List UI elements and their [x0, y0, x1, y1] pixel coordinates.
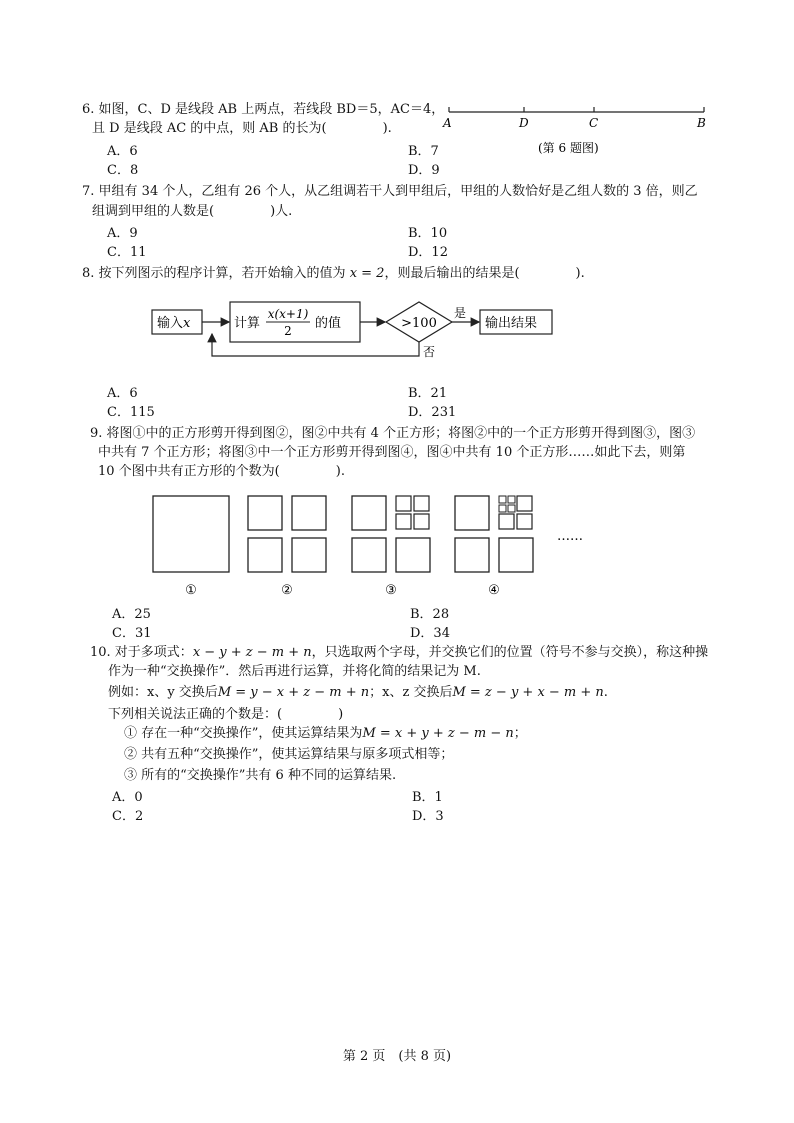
- q10-item1-text: ① 存在一种“交换操作”，使其运算结果为: [124, 726, 363, 741]
- q10-line1-post: ，只选取两个字母，并交换它们的位置（符号不参与交换），称这种操: [311, 645, 709, 660]
- q10-item1-post: ；: [513, 726, 527, 741]
- q10-line3-a: 例如：x、y 交换后: [108, 685, 218, 700]
- q8-option-b: B．21: [408, 386, 448, 401]
- q10-example-eq1: M = y − x + z − m + n: [217, 685, 370, 700]
- q8-option-a: A．6: [107, 386, 138, 401]
- q7-option-a: A．9: [107, 226, 138, 241]
- q10-option-d: D．3: [412, 809, 444, 824]
- fig2-label: ②: [281, 583, 293, 598]
- q9-line3-text: 10 个图中共有正方形的个数为(: [98, 464, 280, 479]
- flow-output-label: 输出结果: [485, 316, 538, 331]
- q8-line1-end: ).: [575, 266, 585, 281]
- q10-line3-c: .: [603, 685, 608, 700]
- q9-line1: 9. 将图①中的正方形剪开得到图②，图②中共有 4 个正方形；将图②中的一个正方形剪开得到图③，图③: [90, 426, 696, 441]
- q9-line3-end: ).: [335, 464, 345, 479]
- q10-line4-end: ): [338, 707, 344, 722]
- q7-line2: [92, 203, 292, 221]
- q10-line1-text: 10. 对于多项式：: [90, 645, 193, 660]
- q10-line4: [108, 706, 343, 724]
- q10-option-c: C．2: [112, 809, 144, 824]
- q10-line2: 作为一种“交换操作”．然后再进行运算，并将化简的结果记为 M.: [108, 664, 481, 679]
- q6-option-a: A．6: [107, 144, 138, 159]
- q6-figure-caption: (第 6 题图): [538, 141, 599, 155]
- q9-line3: [98, 463, 345, 481]
- point-d-label: D: [519, 116, 529, 130]
- q6-line2-text: 且 D 是线段 AC 的中点，则 AB 的长为(: [92, 121, 327, 136]
- flow-input-label: 输入x: [157, 316, 191, 331]
- point-a-label: A: [443, 116, 452, 130]
- q7-line2-end: )人.: [270, 204, 293, 219]
- flow-frac-denominator: 2: [284, 324, 292, 338]
- page-footer: 第 2 页 (共 8 页): [342, 1049, 452, 1064]
- q8-option-c: C．115: [107, 405, 155, 420]
- q9-squares-figure: [145, 490, 615, 605]
- fig2-squares: [248, 496, 326, 572]
- q7-option-d: D．12: [408, 245, 448, 260]
- q9-option-b: B．28: [410, 607, 450, 622]
- q7-option-b: B．10: [408, 226, 448, 241]
- q7-line2-text: 组调到甲组的人数是(: [92, 204, 215, 219]
- q10-line3: [108, 684, 608, 702]
- q8-line1-post: ，则最后输出的结果是(: [384, 266, 520, 281]
- flow-no-label: 否: [423, 345, 436, 359]
- q6-line2-end: ).: [382, 121, 392, 136]
- q6-line2: [92, 120, 392, 138]
- q10-option-a: A．0: [112, 790, 143, 805]
- q10-statement-2: ② 共有五种“交换操作”，使其运算结果与原多项式相等；: [124, 747, 454, 762]
- q8-flowchart: [140, 290, 560, 370]
- q9-option-a: A．25: [112, 607, 151, 622]
- q9-line2: 中共有 7 个正方形；将图③中一个正方形剪开得到图④，图④中共有 10 个正方形……如此下去，则第: [98, 445, 686, 460]
- q6-option-c: C．8: [107, 163, 139, 178]
- q9-ellipsis: ……: [557, 529, 583, 544]
- q10-line4-text: 下列相关说法正确的个数是：(: [108, 707, 283, 722]
- flow-calc-pre: 计算: [234, 316, 261, 331]
- q7-option-c: C．11: [107, 245, 147, 260]
- fig4-squares: [455, 496, 533, 572]
- q10-statement-3: ③ 所有的“交换操作”共有 6 种不同的运算结果.: [124, 768, 397, 783]
- q10-option-b: B．1: [412, 790, 443, 805]
- flow-frac-numerator: x(x+1): [267, 307, 309, 321]
- point-c-label: C: [589, 116, 599, 130]
- q10-line1: [90, 644, 708, 662]
- flow-yes-label: 是: [454, 306, 467, 320]
- fig1-label: ①: [185, 583, 197, 598]
- flow-calc-post: 的值: [315, 316, 342, 331]
- fig3-squares: [352, 496, 430, 572]
- q8-line1-text: 8. 按下列图示的程序计算，若开始输入的值为: [82, 266, 346, 281]
- q8-input-value: x = 2: [349, 266, 385, 281]
- q6-option-b: B．7: [408, 144, 439, 159]
- fig4-label: ④: [488, 583, 500, 598]
- point-b-label: B: [697, 116, 706, 130]
- q10-polynomial: x − y + z − m + n: [192, 645, 312, 660]
- q8-option-d: D．231: [408, 405, 457, 420]
- q6-segment-figure: [440, 100, 715, 162]
- q10-line3-b: ；x、z 交换后: [369, 685, 453, 700]
- q8-line1: [82, 265, 585, 283]
- q10-item1-eq: M = x + y + z − m − n: [362, 726, 514, 741]
- q6-option-d: D．9: [408, 163, 440, 178]
- q10-statement-1: [124, 725, 527, 743]
- fig1-square: [153, 496, 229, 572]
- q9-option-c: C．31: [112, 626, 152, 641]
- q10-example-eq2: M = z − y + x − m + n: [452, 685, 604, 700]
- q7-line1: 7. 甲组有 34 个人，乙组有 26 个人，从乙组调若干人到甲组后，甲组的人数恰好是乙组人数的 3 倍，则乙: [82, 184, 698, 199]
- fig3-label: ③: [385, 583, 397, 598]
- q6-line1: 6. 如图，C、D 是线段 AB 上两点，若线段 BD＝5，AC＝4，: [82, 102, 445, 117]
- flow-condition-text: >100: [401, 316, 437, 331]
- q9-option-d: D．34: [410, 626, 450, 641]
